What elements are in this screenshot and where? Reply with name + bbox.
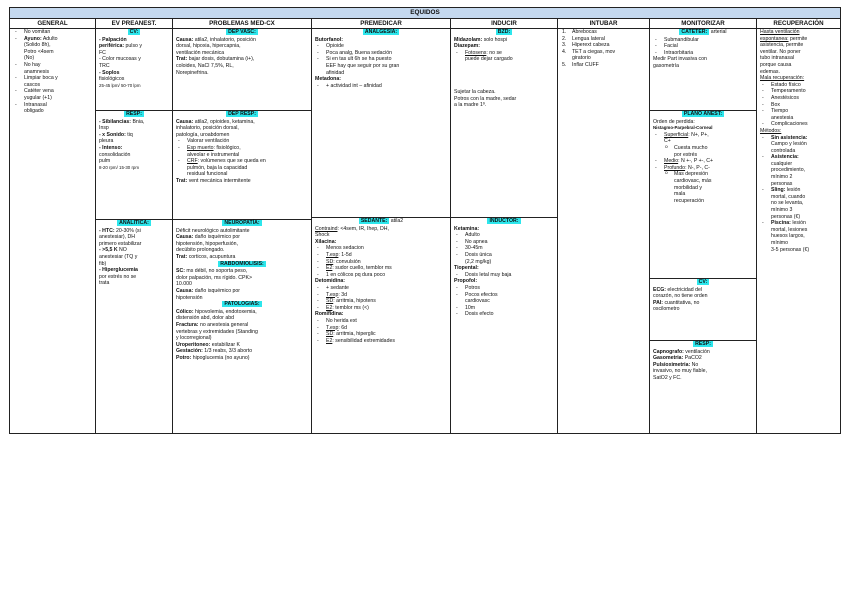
text-line: Métodos: xyxy=(760,127,782,134)
text-line: primero estabilizar xyxy=(99,240,142,247)
section-label-mon-resp: RESP: xyxy=(695,341,711,347)
section-label-neuropatia: NEUROPATÍA: xyxy=(224,220,260,226)
text-line: periférica: xyxy=(99,43,125,50)
list-item: o Cuesta mucho xyxy=(653,145,753,152)
text-line: vertebras y extremidades (Standing xyxy=(176,328,258,335)
ev-cv-section: CV: - Palpación periférica: pulso y FC - Color mucosas y TRC - Soplos fisiológicos 25-45 lpm/ 50-70 lpm xyxy=(96,29,172,110)
text-line: pleura xyxy=(99,138,114,145)
col-monitorizar xyxy=(650,29,757,433)
list-item: Asistencia: xyxy=(771,154,799,161)
text-line: porque causa xyxy=(760,61,792,68)
section-label-inductor: INDUCTOR: xyxy=(489,218,519,224)
section-label-analgesia: ANALGESIA: xyxy=(364,29,398,35)
list-item: - Menos sedacion xyxy=(315,245,447,252)
list-item: - Estado físico xyxy=(760,82,837,89)
prob-dep-vasc-section: DEP VASC: Causa: atila2, inhalatorio, posición dorsal, hipoxia, hipercapnia, ventilación mecánica Trat: bajar dosis, dobutamina (i+), coloides, NaCl 7,5%, RL, Norepinefrina. xyxy=(173,29,311,110)
text-line: Cólico: xyxy=(176,308,194,315)
text-line: anestesiar), DH xyxy=(99,234,136,241)
prob-neuropatia-section: NEUROPATÍA: Déficit neurológico autolimitante Causa: daño isquémico por hipotensión, hipoperfusión, decúbito prolongado. Trat: corticos, acupuntura RABDOMIOLISIS: SC: ms débil, no soporta peso, dolor palpación, ms rígido. CPK> 10.000 Causa: daño isquémico por hipotensión PATOLOGIAS: Cólico: hipovolemia, endotoxemia, distensión abd, dolor abd Fractura: no anestesia general vertebras y extremidades (Standing y locorregional) Uroperitoneo: estabilizar K Gestación: 1/3 reabs, 3/3 aborto Potro: hipoglucemia (no ayuno) xyxy=(173,219,311,362)
list-item: - Box xyxy=(760,102,837,109)
text-line: fisiológicos xyxy=(99,76,125,83)
text-line: PAI: xyxy=(653,299,663,306)
list-item: - Intraorbitaria xyxy=(653,50,753,57)
text-line: Pulsioximetria: xyxy=(653,361,691,368)
list-item: - E2: temblor ms (<) xyxy=(315,305,447,312)
text-line: - HTC: xyxy=(99,227,115,234)
text-line: Norepinefrina. xyxy=(176,69,209,76)
list-item: - No vomitan xyxy=(13,29,92,36)
list-item: - Dosis letal muy baja xyxy=(454,272,554,279)
text-line: Causa: xyxy=(176,287,194,294)
text-line: Déficit neurológico autolimitante xyxy=(176,227,250,234)
list-item: - T.esp: 1-5d xyxy=(315,252,447,259)
section-label-plano-anest: PLANO ANEST: xyxy=(683,111,723,117)
list-item: - Catéter vena xyxy=(13,88,92,95)
list-item: - No herida ext xyxy=(315,318,447,325)
list-item: - Limpiar boca y xyxy=(13,75,92,82)
list-item: - Adulto xyxy=(454,232,554,239)
list-item: - E2: sudor cuello, temblor ms xyxy=(315,265,447,272)
list-item: cascos xyxy=(24,81,41,88)
text-line: por estrés no se xyxy=(99,273,137,280)
text-line: Trat: xyxy=(176,253,188,260)
text-line: SC: xyxy=(176,268,185,275)
drug-name: Metadona: xyxy=(315,76,341,83)
list-item: huesos largos, xyxy=(771,233,805,240)
section-label-dep-vasc: DEP VASC: xyxy=(228,29,256,35)
mon-plano-section xyxy=(650,110,756,278)
list-item: - Dosis efecto xyxy=(454,311,554,318)
header-general: GENERAL xyxy=(10,19,96,28)
list-item: - No apnea xyxy=(454,239,554,246)
text-line: consolidación xyxy=(99,151,131,158)
list-item: 3. Hiperext cabeza xyxy=(561,42,646,49)
list-item: - Tiempo xyxy=(760,108,837,115)
text-line: y locorregional) xyxy=(176,335,212,342)
list-item: 2. Lengua lateral xyxy=(561,36,646,43)
list-item: - SD: arritmia, hipotens xyxy=(315,298,447,305)
list-item: C+ xyxy=(664,138,671,145)
list-item: - Esp muerto: fisiológico, xyxy=(176,145,308,152)
text-line: inhalatorio, posición dorsal, xyxy=(176,125,239,132)
text-line: - >5,5 K xyxy=(99,247,118,254)
table-body xyxy=(10,29,840,433)
section-label-dep-resp: DEP RESP: xyxy=(228,111,256,117)
text-line: hipotensión xyxy=(176,294,203,301)
text-line: - Intenso: xyxy=(99,144,123,151)
text-line: dolor palpación, ms rígido. CPK> xyxy=(176,274,252,281)
text-line: gasometría xyxy=(653,62,679,69)
header-premedicar: PREMEDICAR xyxy=(312,19,451,28)
col-premedicar xyxy=(312,29,451,433)
text-line: decúbito prolongado. xyxy=(176,247,225,254)
text-line: Fractura: xyxy=(176,321,199,328)
drug-name: Midazolam: xyxy=(454,36,483,43)
list-item: mínimo 3 xyxy=(771,207,793,214)
list-item: - 10m xyxy=(454,305,554,312)
text-line: a la madre 1º. xyxy=(454,102,487,109)
text-line: invasivo, no muy fiable, xyxy=(653,368,707,375)
text-line: hipotensión, hipoperfusión, xyxy=(176,240,239,247)
header-recuperacion: RECUPERACIÓN xyxy=(773,20,824,27)
section-label-patologias: PATOLOGIAS: xyxy=(224,301,260,308)
text-line: Orden de perdida: xyxy=(653,118,695,125)
list-item: puede dejar cargado xyxy=(465,56,513,63)
text-line: - Sibilancias: xyxy=(99,118,131,125)
list-item: no se levanta, xyxy=(771,200,804,207)
text-line: Trat: xyxy=(176,56,188,63)
list-item: - No hay xyxy=(13,62,92,69)
list-item: Sin asistencia: xyxy=(771,134,808,141)
text-line: patología, uroabdomen xyxy=(176,131,230,138)
ev-analitica-section: ANALITICA: - HTC: 20-30% (si anestesiar), DH primero estabilizar - >5,5 K NO anestesiar (TQ y fib) - Hiperglucemia por estrés no se trata xyxy=(96,219,172,288)
text-line: Shock xyxy=(315,232,330,239)
section-label-mon-cv: CV: xyxy=(698,279,708,285)
list-item: - Potros xyxy=(454,285,554,292)
list-item: Campo y lesión xyxy=(771,141,807,148)
text-line: - x Sonido: xyxy=(99,131,126,138)
list-item: - Temperamento xyxy=(760,88,837,95)
drug-name: Tiopental: xyxy=(454,265,479,272)
prob-dep-resp-section: DEP RESP: Causa: atila2, opioides, ketamina, inhalatorio, posición dorsal, patología, uroabdomen - Valorar ventilación - Esp muerto: fisiológico, alveolar e instrumental - CRF: volúmenes que se queda en pulmón, baja la capacidad residual funcional Trat: vent mecánica intermitente xyxy=(173,110,311,219)
table-title: EQUIDOS xyxy=(10,8,840,19)
text-line: Causa: xyxy=(176,118,194,125)
list-item: 1. Abrebocas xyxy=(561,29,646,36)
text-line: Nistagmo-Parpebral-Corneal xyxy=(653,125,713,131)
drug-name: Ketamina: xyxy=(454,225,480,232)
text-line: Causa: xyxy=(176,234,194,241)
prem-sedante-section: SEDANTE: atila2 Contraind: <4sem, IR, Ihep, DH, Shock Xilacina: - Menos sedacion - T.esp: 1-5d - SD: convulsión - E2: sudor cuello, temblor ms - 1 en cólicos pq dura poco Detomidina: - + sedante - T.esp: 3d - SD: arritmia, hipotens - E2: temblor ms (<) Romifidina: - No herida ext - T.esp: 6d - SD: arritmia, hiperglic - E2: sensibilidad extremidades xyxy=(312,217,450,345)
text-line: Hasta ventilación xyxy=(760,29,800,35)
text-line: 10.000 xyxy=(176,281,192,288)
drug-name: Romifidina: xyxy=(315,311,344,318)
section-label-suffix: arterial xyxy=(709,29,727,35)
list-item: mortal, cuando xyxy=(771,193,806,200)
list-item: - Valorar ventilación xyxy=(176,138,308,145)
text-line: ECG: xyxy=(653,286,666,293)
text-line: - Color mucosas y xyxy=(99,56,141,63)
list-item: mínimo 2 xyxy=(771,174,793,181)
list-item: mínimo xyxy=(771,240,789,246)
list-item: - Ayuno: Adulto xyxy=(13,36,92,43)
text-line: FC xyxy=(99,49,106,56)
text-line: Potros con la madre, sedar xyxy=(454,95,517,102)
column-headers xyxy=(10,19,840,29)
section-label-analitica: ANALITICA: xyxy=(119,220,149,226)
list-item: afinidad xyxy=(326,69,345,76)
list-item: cardiovasc xyxy=(465,298,490,305)
general-section xyxy=(10,29,95,116)
list-item: cardiovasc, más xyxy=(674,177,712,184)
list-item: - SD: convulsión xyxy=(315,259,447,266)
text-line: Uroperitoneo: xyxy=(176,341,211,348)
text-line: anestesiar (TQ y xyxy=(99,253,138,260)
text-line: Gasometria: xyxy=(653,355,684,362)
header-monitorizar: MONITORIZAR xyxy=(650,19,757,28)
list-item: procedimiento, xyxy=(771,167,806,174)
col-intubar xyxy=(558,29,650,433)
mon-cateter-section xyxy=(650,29,756,110)
ev-resp-section: RESP: - Sibilancias: Bnia, Insp - x Sonido: tiq pleura - Intenso: consolidación pulm 8-20 rpm/ 15-30 rpm xyxy=(96,110,172,219)
text-line: Capnografo: xyxy=(653,348,684,355)
list-item: - SD: arritmia, hiperglic xyxy=(315,331,447,338)
list-item: Potro <4sem xyxy=(24,48,54,55)
col-general xyxy=(10,29,96,433)
section-label-resp: RESP: xyxy=(126,111,142,117)
list-item: - 1 en cólicos pq dura poco xyxy=(315,272,447,279)
list-item: personas xyxy=(771,180,793,187)
list-item: anamnesis xyxy=(24,68,50,75)
text-line: - Hiperglucemia xyxy=(99,267,138,274)
list-item: pulmón, baja la capacidad xyxy=(187,164,248,171)
text-line: tubo intranasal xyxy=(760,55,795,62)
list-item: mortal, lesiones xyxy=(771,226,808,233)
list-item: EEF hay que seguir por su gran xyxy=(326,62,400,69)
text-line: dorsal, hipoxia, hipercapnia, xyxy=(176,43,241,50)
list-item: (2,2 mg/kg) xyxy=(465,258,492,265)
list-item: 3-5 personas (€) xyxy=(771,246,810,253)
list-item: morbilidad y xyxy=(674,184,702,191)
text-line: Insp xyxy=(99,125,109,132)
text-line: distensión abd, dolor abd xyxy=(176,315,234,322)
text-line: Gestación: xyxy=(176,348,203,355)
recuperacion-section: Hasta ventilación espontanea: permite asistencia, permite ventilar. No poner tubo intranasal porque causa edemas. Mala recuperación: - Estado físico - Temperamento - Anestésicos - Box - Tiempo anestesia - Complicaciones Métodos: - Sin asistencia: Campo y lesión controlada - Asistencia: cualquier procedimiento, mínimo 2 personas - Sling: lesión mortal, cuando no se levanta, mínimo 3 personas (€) - Piscina: lesión mortal, lesiones huesos largos, mínimo 3-5 personas (€) xyxy=(757,29,840,254)
text-line: espontanea: xyxy=(760,35,789,42)
col-ev-preanest xyxy=(96,29,173,433)
section-label-sedante: SEDANTE: xyxy=(360,218,388,224)
list-item: - Poca analg, Buena sedación xyxy=(315,50,447,57)
list-item: - Si en tas ult 6h se ha puesto xyxy=(315,56,447,63)
list-item: controlada xyxy=(771,147,796,154)
intubar-section xyxy=(558,29,649,70)
text-line: ventilación mecánica xyxy=(176,49,225,56)
text-line: asistencia, permite xyxy=(760,42,804,49)
drug-name: Xilacina: xyxy=(315,238,337,245)
list-item: - Profundo: N-, P-, C- xyxy=(653,165,753,172)
drug-name: Diazepam: xyxy=(454,43,480,50)
list-item: - Submandibular xyxy=(653,37,753,44)
text-line: coloides, NaCl 7,5%, RL, xyxy=(176,62,234,69)
text-line: ventilar. No poner xyxy=(760,48,801,55)
list-item: Piscina: xyxy=(771,220,791,227)
equidos-table xyxy=(9,7,841,434)
list-item: 5. Inflar CUFF xyxy=(561,62,646,69)
col-recuperacion xyxy=(757,29,840,433)
text-line: fib) xyxy=(99,260,107,267)
list-item: recuperación xyxy=(674,197,704,204)
drug-name: Detomidina: xyxy=(315,278,345,285)
text-line: - Palpación xyxy=(99,36,127,43)
section-label-bzd: BZD: xyxy=(497,29,511,35)
list-item: - CRF: volúmenes que se queda en xyxy=(176,158,308,165)
text-line: Trat: xyxy=(176,177,188,184)
list-item: yugular (+1) xyxy=(24,94,52,101)
text-line: - Soplos xyxy=(99,69,120,76)
section-label-suffix: atila2 xyxy=(389,218,404,224)
drug-name: Butorfanol: xyxy=(315,36,343,43)
header-problemas: PROBLEMAS MED-CX xyxy=(173,19,312,28)
col-problemas xyxy=(173,29,312,433)
ind-inductor-section xyxy=(451,217,557,319)
section-label-cateter: CATETER: xyxy=(681,29,708,35)
text-line: 25-45 lpm/ 50-70 lpm xyxy=(99,82,141,88)
list-item: - Medio: N +-, P +-, C+ xyxy=(653,158,753,165)
header-inducir: INDUCIR xyxy=(451,19,558,28)
header-ev-preanest: EV PREANEST. xyxy=(96,19,173,28)
list-item: - Pocos efectos xyxy=(454,292,554,299)
list-item: - T.esp: 6d xyxy=(315,325,447,332)
col-inducir xyxy=(451,29,558,433)
list-item: 4. TET a ciegas, mov xyxy=(561,49,646,56)
list-item: - Dosis única xyxy=(454,252,554,259)
list-item: - Opioide xyxy=(315,43,447,50)
list-item: (Solido 8h), xyxy=(24,42,51,49)
list-item: - Facial xyxy=(653,43,753,50)
list-item: - + sedante xyxy=(315,285,447,292)
list-item: alveolar e instrumental xyxy=(187,151,240,158)
list-item: - Intranasal xyxy=(13,102,92,109)
list-item: - Anestésicos xyxy=(760,95,837,102)
mon-resp-section: RESP: Capnografo: ventilación Gasometria: PaCO2 Pulsioximetria: No invasivo, no muy fiable, SatO2 y FC. xyxy=(650,340,756,383)
list-item: residual funcional xyxy=(187,171,228,178)
section-label-rabdomiolisis: RABDOMIOLISIS: xyxy=(220,260,264,267)
list-item: - E2: sensibilidad extremidades xyxy=(315,338,447,345)
list-item: - 30-45m xyxy=(454,245,554,252)
list-item: anestesia xyxy=(771,114,794,121)
text-line: Potro: xyxy=(176,354,192,361)
text-line: Contraind xyxy=(315,225,338,232)
text-line: trata xyxy=(99,280,110,287)
list-item: - Complicaciones xyxy=(760,121,837,128)
list-item: personas (€) xyxy=(771,213,801,220)
header-intubar: INTUBAR xyxy=(558,19,650,28)
text-line: TRC xyxy=(99,62,110,69)
drug-name: Propofol: xyxy=(454,278,478,285)
section-label-cv: CV: xyxy=(129,29,139,35)
text-line: Mala recuperación: xyxy=(760,75,805,82)
list-item: o Mas depresión xyxy=(653,171,753,178)
text-line: Medir Part invasiva con xyxy=(653,56,707,63)
list-item: obligado xyxy=(24,108,44,115)
prem-analgesia-section xyxy=(312,29,450,217)
text-line: pulm xyxy=(99,158,111,165)
ind-bzd-section: BZD: Midazolam: solo hospi Diazepam: - Fotosens: no se puede dejar cargado Sujetar la cabeza. Potros con la madre, sedar a la madre 1º. xyxy=(451,29,557,217)
list-item: Sling: xyxy=(771,187,786,194)
list-item: - + actividad int – afinidad xyxy=(315,83,447,90)
list-item: - T.esp: 3d xyxy=(315,292,447,299)
text-line: Causa: xyxy=(176,36,194,43)
list-item: - Fotosens: no se xyxy=(454,50,554,57)
text-line: edemas. xyxy=(760,68,780,75)
list-item: por estrés xyxy=(674,151,698,158)
list-item: cualquier xyxy=(771,160,793,167)
text-line: SatO2 y FC. xyxy=(653,374,682,381)
list-item: (No) xyxy=(24,55,35,62)
list-item: mala xyxy=(674,191,686,198)
list-item: - Superficial: N+, P+, xyxy=(653,132,753,139)
text-line: oscilometro xyxy=(653,306,680,313)
text-line: corazón, no tiene orden xyxy=(653,293,708,300)
list-item: giratorio xyxy=(572,55,591,62)
mon-cv-section: CV: ECG: electricidad del corazón, no tiene orden PAI: cuantitativa, no oscilometro xyxy=(650,278,756,340)
text-line: 8-20 rpm/ 15-30 rpm xyxy=(99,164,140,170)
text-line: Sujetar la cabeza. xyxy=(454,88,496,95)
